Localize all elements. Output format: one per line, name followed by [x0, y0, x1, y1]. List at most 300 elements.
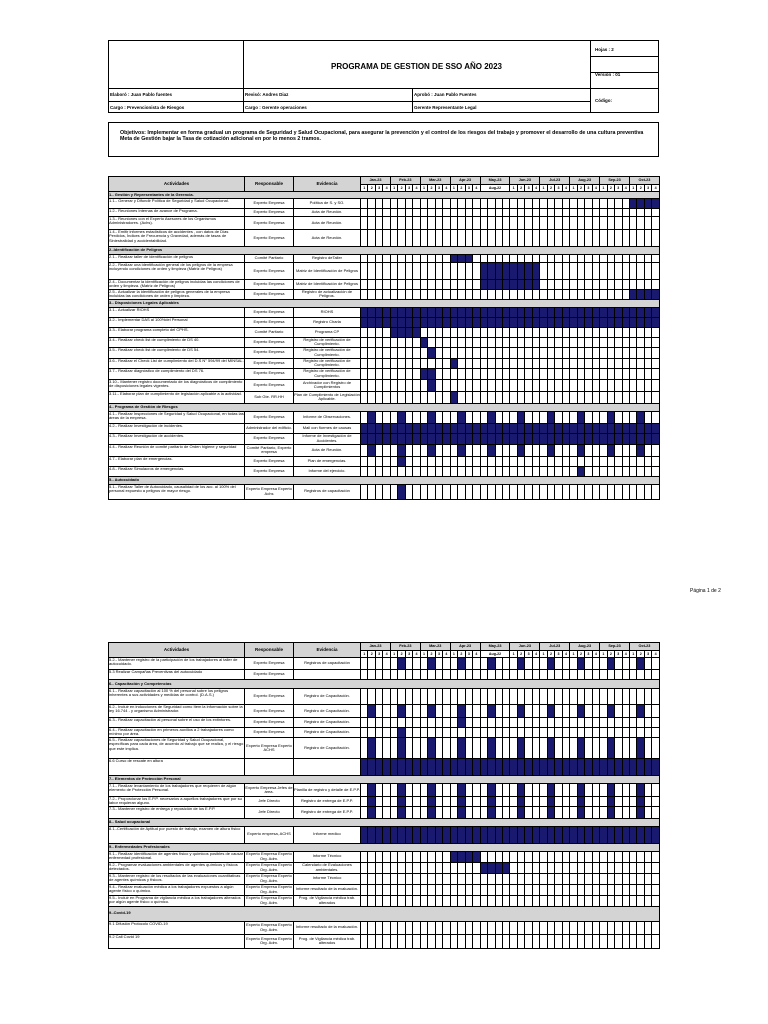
- week-cell: [622, 347, 629, 358]
- week-header: 3: [465, 185, 472, 192]
- week-cell: [555, 718, 562, 728]
- week-cell: [405, 689, 412, 705]
- week-cell: [368, 433, 375, 444]
- week-cell: [607, 327, 614, 337]
- week-cell: [555, 255, 562, 263]
- week-cell: [420, 379, 427, 391]
- week-cell: [652, 209, 659, 217]
- week-cell: [361, 851, 368, 862]
- week-cell: [405, 895, 412, 906]
- week-cell: [517, 784, 524, 797]
- week-cell: [398, 862, 405, 873]
- week-cell: [540, 826, 547, 843]
- week-cell: [488, 230, 495, 247]
- week-cell: [502, 307, 509, 317]
- week-cell: [644, 379, 651, 391]
- week-cell: [435, 484, 442, 499]
- week-cell: [592, 873, 599, 884]
- week-cell: [570, 209, 577, 217]
- week-cell: [405, 921, 412, 934]
- week-cell: [458, 255, 465, 263]
- week-cell: [622, 391, 629, 403]
- week-cell: [577, 466, 584, 476]
- week-cell: [547, 884, 554, 895]
- week-cell: [390, 759, 397, 776]
- week-cell: [488, 368, 495, 379]
- week-cell: [428, 689, 435, 705]
- week-cell: [361, 466, 368, 476]
- week-cell: [517, 347, 524, 358]
- week-cell: [607, 738, 614, 759]
- week-cell: [637, 423, 644, 433]
- week-cell: [361, 358, 368, 368]
- week-cell: [637, 280, 644, 290]
- week-cell: [517, 456, 524, 466]
- week-cell: [532, 391, 539, 403]
- week-header: 3: [375, 185, 382, 192]
- week-cell: [368, 705, 375, 718]
- week-cell: [465, 217, 472, 230]
- week-cell: [570, 759, 577, 776]
- week-cell: [517, 358, 524, 368]
- week-cell: [420, 347, 427, 358]
- week-cell: [562, 670, 570, 680]
- week-cell: [630, 230, 637, 247]
- header-actividades: Actividades: [109, 177, 245, 192]
- week-cell: [398, 851, 405, 862]
- week-cell: [644, 327, 651, 337]
- week-cell: [420, 806, 427, 818]
- week-cell: [570, 307, 577, 317]
- week-cell: [473, 199, 481, 209]
- week-cell: [585, 705, 592, 718]
- week-cell: [555, 358, 562, 368]
- week-cell: [458, 423, 465, 433]
- week-cell: [540, 759, 547, 776]
- week-cell: [480, 826, 487, 843]
- week-cell: [630, 670, 637, 680]
- week-cell: [622, 670, 629, 680]
- week-cell: [555, 934, 562, 948]
- week-cell: [443, 456, 450, 466]
- week-cell: [577, 759, 584, 776]
- week-cell: [637, 784, 644, 797]
- week-cell: [458, 759, 465, 776]
- week-cell: [510, 209, 517, 217]
- week-cell: [570, 862, 577, 873]
- week-cell: [473, 358, 481, 368]
- week-cell: [495, 199, 502, 209]
- week-cell: [405, 873, 412, 884]
- week-cell: [637, 358, 644, 368]
- week-cell: [435, 705, 442, 718]
- evidencia-cell: [294, 670, 361, 680]
- week-cell: [428, 738, 435, 759]
- week-cell: [495, 826, 502, 843]
- week-cell: [644, 199, 651, 209]
- week-cell: [525, 658, 532, 670]
- week-cell: [510, 317, 517, 327]
- week-cell: [375, 411, 382, 423]
- week-cell: [555, 797, 562, 807]
- week-cell: [383, 280, 391, 290]
- week-cell: [405, 327, 412, 337]
- week-cell: [480, 255, 487, 263]
- week-cell: [465, 379, 472, 391]
- week-cell: [532, 379, 539, 391]
- activity-cell: 4.8.- Realizar Simulacros de emergencias.: [109, 466, 245, 476]
- week-cell: [562, 738, 570, 759]
- evidencia-cell: Programa CP: [294, 327, 361, 337]
- week-cell: [652, 433, 659, 444]
- week-cell: [510, 230, 517, 247]
- week-cell: [435, 327, 442, 337]
- week-cell: [607, 670, 614, 680]
- week-cell: [510, 307, 517, 317]
- week-cell: [510, 263, 517, 280]
- week-cell: [435, 368, 442, 379]
- week-cell: [488, 317, 495, 327]
- week-cell: [615, 280, 622, 290]
- week-cell: [510, 921, 517, 934]
- week-cell: [435, 895, 442, 906]
- week-cell: [547, 255, 554, 263]
- week-cell: [390, 862, 397, 873]
- week-cell: [473, 705, 481, 718]
- week-cell: [383, 317, 391, 327]
- week-cell: [413, 670, 420, 680]
- section-header: 7.- Elementos de Protección Personal: [109, 776, 660, 784]
- week-cell: [405, 263, 412, 280]
- week-header: 2: [368, 651, 375, 658]
- week-cell: [465, 327, 472, 337]
- week-cell: [607, 658, 614, 670]
- week-cell: [368, 759, 375, 776]
- activity-cell: 3.4.- Realizar check list de cumplimiento de DS 40.: [109, 337, 245, 347]
- week-cell: [390, 289, 397, 299]
- week-cell: [413, 280, 420, 290]
- week-cell: [607, 784, 614, 797]
- reviso-label: Revisó: Andres Diaz: [245, 92, 289, 97]
- week-cell: [592, 670, 599, 680]
- week-cell: [570, 826, 577, 843]
- month-header: Oct-23: [630, 643, 660, 651]
- week-cell: [473, 689, 481, 705]
- week-cell: [473, 289, 481, 299]
- responsable-cell: Experto Empresa Experto Org. Adm.: [246, 895, 292, 905]
- week-cell: [562, 826, 570, 843]
- week-header: 3: [525, 185, 532, 192]
- week-cell: [428, 327, 435, 337]
- week-cell: [547, 670, 554, 680]
- week-cell: [502, 280, 509, 290]
- week-cell: [465, 456, 472, 466]
- week-cell: [525, 209, 532, 217]
- month-header: Aug-23: [570, 177, 600, 185]
- week-cell: [652, 368, 659, 379]
- week-cell: [375, 337, 382, 347]
- week-cell: [517, 851, 524, 862]
- week-cell: [473, 658, 481, 670]
- week-cell: [428, 484, 435, 499]
- week-cell: [458, 670, 465, 680]
- week-cell: [607, 873, 614, 884]
- week-cell: [428, 230, 435, 247]
- week-cell: [517, 199, 524, 209]
- week-cell: [592, 255, 599, 263]
- week-cell: [413, 263, 420, 280]
- week-cell: [435, 718, 442, 728]
- week-cell: [368, 466, 375, 476]
- week-cell: [607, 423, 614, 433]
- week-cell: [390, 718, 397, 728]
- activity-cell: 7.3.- Mantener registro de entrega y reposición de los E.P.P.: [109, 806, 245, 818]
- week-cell: [600, 289, 607, 299]
- week-cell: [600, 658, 607, 670]
- month-header: Sep-23: [600, 643, 630, 651]
- week-header: 4: [473, 651, 481, 658]
- week-cell: [525, 670, 532, 680]
- week-cell: [375, 358, 382, 368]
- week-cell: [465, 263, 472, 280]
- week-cell: [398, 289, 405, 299]
- week-cell: [622, 379, 629, 391]
- week-cell: [398, 230, 405, 247]
- week-cell: [510, 358, 517, 368]
- responsable-cell: Experto Empresa: [245, 670, 294, 680]
- responsable-cell: Experto Empresa: [245, 379, 294, 391]
- week-cell: [465, 358, 472, 368]
- week-cell: [652, 307, 659, 317]
- week-cell: [585, 379, 592, 391]
- week-cell: [502, 379, 509, 391]
- week-cell: [510, 658, 517, 670]
- week-cell: [383, 797, 391, 807]
- week-cell: [570, 873, 577, 884]
- week-cell: [405, 884, 412, 895]
- week-cell: [532, 884, 539, 895]
- week-cell: [383, 411, 391, 423]
- week-cell: [398, 337, 405, 347]
- week-cell: [525, 797, 532, 807]
- week-cell: [368, 423, 375, 433]
- activity-cell: 5.2.- Mantener registro de la participación de los trabajadores al taller de autocuidado.: [109, 658, 245, 670]
- week-cell: [458, 728, 465, 738]
- week-cell: [540, 217, 547, 230]
- week-header: 3: [615, 185, 622, 192]
- week-cell: [585, 368, 592, 379]
- week-cell: [644, 797, 651, 807]
- week-cell: [577, 728, 584, 738]
- week-cell: [637, 466, 644, 476]
- week-cell: [600, 444, 607, 456]
- week-cell: [570, 391, 577, 403]
- week-cell: [383, 444, 391, 456]
- week-cell: [547, 423, 554, 433]
- week-cell: [577, 307, 584, 317]
- activity-cell: 3.2.- Implementar DAS al 100%del Personal: [109, 317, 245, 327]
- week-cell: [547, 934, 554, 948]
- week-cell: [413, 379, 420, 391]
- week-header: 4: [562, 185, 570, 192]
- week-cell: [368, 199, 375, 209]
- week-cell: [428, 209, 435, 217]
- week-cell: [652, 873, 659, 884]
- week-cell: [450, 358, 457, 368]
- week-cell: [525, 433, 532, 444]
- week-cell: [443, 851, 450, 862]
- week-cell: [502, 317, 509, 327]
- week-cell: [547, 705, 554, 718]
- week-cell: [450, 826, 457, 843]
- week-cell: [465, 895, 472, 906]
- week-cell: [525, 921, 532, 934]
- week-cell: [570, 806, 577, 818]
- week-cell: [585, 934, 592, 948]
- week-cell: [383, 873, 391, 884]
- week-cell: [375, 347, 382, 358]
- week-cell: [517, 738, 524, 759]
- week-cell: [607, 230, 614, 247]
- week-cell: [630, 738, 637, 759]
- week-cell: [465, 670, 472, 680]
- week-cell: [383, 209, 391, 217]
- week-cell: [405, 728, 412, 738]
- week-cell: [458, 263, 465, 280]
- week-cell: [615, 484, 622, 499]
- week-cell: [577, 484, 584, 499]
- week-cell: [375, 895, 382, 906]
- week-header: 1: [510, 185, 517, 192]
- week-cell: [652, 217, 659, 230]
- week-cell: [413, 895, 420, 906]
- activity-cell: 8.1.-Certificación de Aptitud por puesto de trabajo, examen de altura físico: [109, 826, 245, 843]
- week-cell: [375, 797, 382, 807]
- week-cell: [465, 484, 472, 499]
- week-cell: [547, 307, 554, 317]
- week-cell: [488, 921, 495, 934]
- week-cell: [637, 705, 644, 718]
- week-cell: [413, 851, 420, 862]
- week-cell: [390, 806, 397, 818]
- week-cell: [600, 718, 607, 728]
- week-cell: [585, 826, 592, 843]
- week-cell: [547, 718, 554, 728]
- responsable-cell: Experto Empresa: [245, 718, 294, 728]
- week-cell: [368, 884, 375, 895]
- week-cell: [495, 433, 502, 444]
- week-cell: [450, 759, 457, 776]
- week-cell: [585, 199, 592, 209]
- week-cell: [375, 759, 382, 776]
- week-cell: [562, 884, 570, 895]
- week-cell: [435, 689, 442, 705]
- week-cell: [480, 391, 487, 403]
- week-cell: [600, 884, 607, 895]
- week-cell: [652, 327, 659, 337]
- responsable-cell: Experto Empresa Experto Org. Adm.: [246, 851, 292, 861]
- week-cell: [450, 728, 457, 738]
- week-cell: [398, 670, 405, 680]
- week-cell: [600, 670, 607, 680]
- week-header: 2: [637, 651, 644, 658]
- week-cell: [525, 411, 532, 423]
- week-cell: [383, 718, 391, 728]
- week-cell: [450, 230, 457, 247]
- week-cell: [585, 862, 592, 873]
- week-cell: [592, 862, 599, 873]
- week-cell: [390, 826, 397, 843]
- week-cell: [555, 884, 562, 895]
- week-cell: [502, 895, 509, 906]
- evidencia-cell: Informe Técnico: [294, 873, 361, 884]
- week-cell: [405, 718, 412, 728]
- evidencia-cell: Informe de Investigación de Accidentes.: [294, 433, 361, 444]
- week-cell: [458, 456, 465, 466]
- evidencia-cell: Calendario de Evaluaciones ambientales.: [294, 862, 361, 873]
- week-cell: [555, 433, 562, 444]
- week-cell: [652, 728, 659, 738]
- week-cell: [473, 884, 481, 895]
- week-cell: [637, 379, 644, 391]
- week-cell: [390, 884, 397, 895]
- week-cell: [525, 379, 532, 391]
- week-cell: [622, 806, 629, 818]
- week-cell: [532, 705, 539, 718]
- week-cell: [495, 379, 502, 391]
- week-cell: [480, 456, 487, 466]
- week-cell: [570, 658, 577, 670]
- week-cell: [547, 466, 554, 476]
- week-cell: [361, 327, 368, 337]
- week-cell: [495, 873, 502, 884]
- week-cell: [480, 433, 487, 444]
- activity-cell: 6.3.- Realizar capacitación al personal sobre el uso de los extintores.: [109, 718, 245, 728]
- week-cell: [607, 379, 614, 391]
- week-cell: [458, 358, 465, 368]
- evidencia-cell: Acta de Reunión.: [294, 230, 361, 247]
- week-cell: [405, 347, 412, 358]
- week-cell: [540, 784, 547, 797]
- week-cell: [361, 728, 368, 738]
- week-cell: [375, 423, 382, 433]
- activity-cell: 5.1.- Realizar Taller de Autocuidado, causalidad de los acc. al 100% del personal expuesto a peligros de mayor riesgo.: [109, 484, 245, 499]
- week-header: 2: [577, 651, 584, 658]
- week-cell: [390, 327, 397, 337]
- week-cell: [413, 411, 420, 423]
- week-cell: [488, 658, 495, 670]
- week-cell: [630, 895, 637, 906]
- evidencia-cell: Registro de Capacitación.: [294, 689, 361, 705]
- week-cell: [592, 658, 599, 670]
- week-cell: [622, 423, 629, 433]
- week-cell: [555, 379, 562, 391]
- week-cell: [652, 689, 659, 705]
- week-cell: [473, 456, 481, 466]
- evidencia-cell: Registro Charla: [294, 317, 361, 327]
- week-cell: [585, 347, 592, 358]
- week-cell: [562, 368, 570, 379]
- week-cell: [607, 391, 614, 403]
- week-cell: [495, 728, 502, 738]
- week-cell: [465, 862, 472, 873]
- page-title: PROGRAMA DE GESTION DE SSO AÑO 2023: [331, 62, 502, 71]
- week-cell: [488, 826, 495, 843]
- week-cell: [390, 934, 397, 948]
- week-cell: [592, 199, 599, 209]
- week-cell: [488, 411, 495, 423]
- week-cell: [517, 263, 524, 280]
